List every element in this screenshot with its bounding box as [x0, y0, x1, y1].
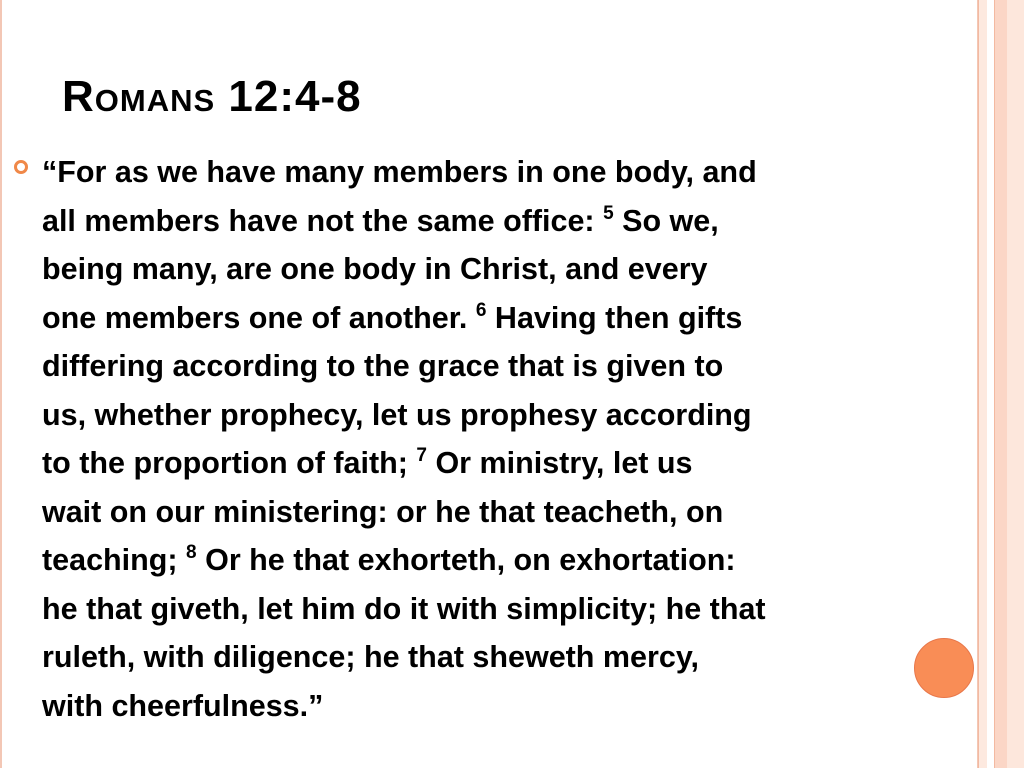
verse-number: 7	[416, 445, 427, 466]
verse-text-part: Having then gifts differing according to the grace that is given to us, whether prophecy, let us prophesy according to the proportion of faith;	[42, 300, 752, 480]
verse-text	[14, 148, 994, 730]
verse-number: 6	[475, 299, 487, 321]
decorative-stripe	[994, 0, 1008, 768]
verse-text-part: So we, being many, are one body in Christ, and every one members one of another.	[42, 203, 719, 335]
slide-title: Romans 12:4-8	[62, 72, 362, 121]
verse-number: 5	[603, 202, 614, 224]
decorative-orange-circle	[914, 638, 974, 698]
bullet-circle-icon	[14, 160, 28, 174]
verse-number: 8	[186, 542, 197, 563]
verse-text-part: “For as we have many members in one body, and all members have not the same office:	[42, 155, 757, 238]
decorative-stripe	[1007, 0, 1024, 768]
verse-bullet	[14, 148, 994, 730]
verse-text-part: Or he that exhorteth, on exhortation: he that giveth, let him do it with simplicity; he that ruleth, with diligence; he that sheweth mercy, with cheerfulness.”	[42, 543, 766, 723]
verse-text-part: Or ministry, let us wait on our ministering: or he that teacheth, on teaching;	[42, 446, 724, 577]
